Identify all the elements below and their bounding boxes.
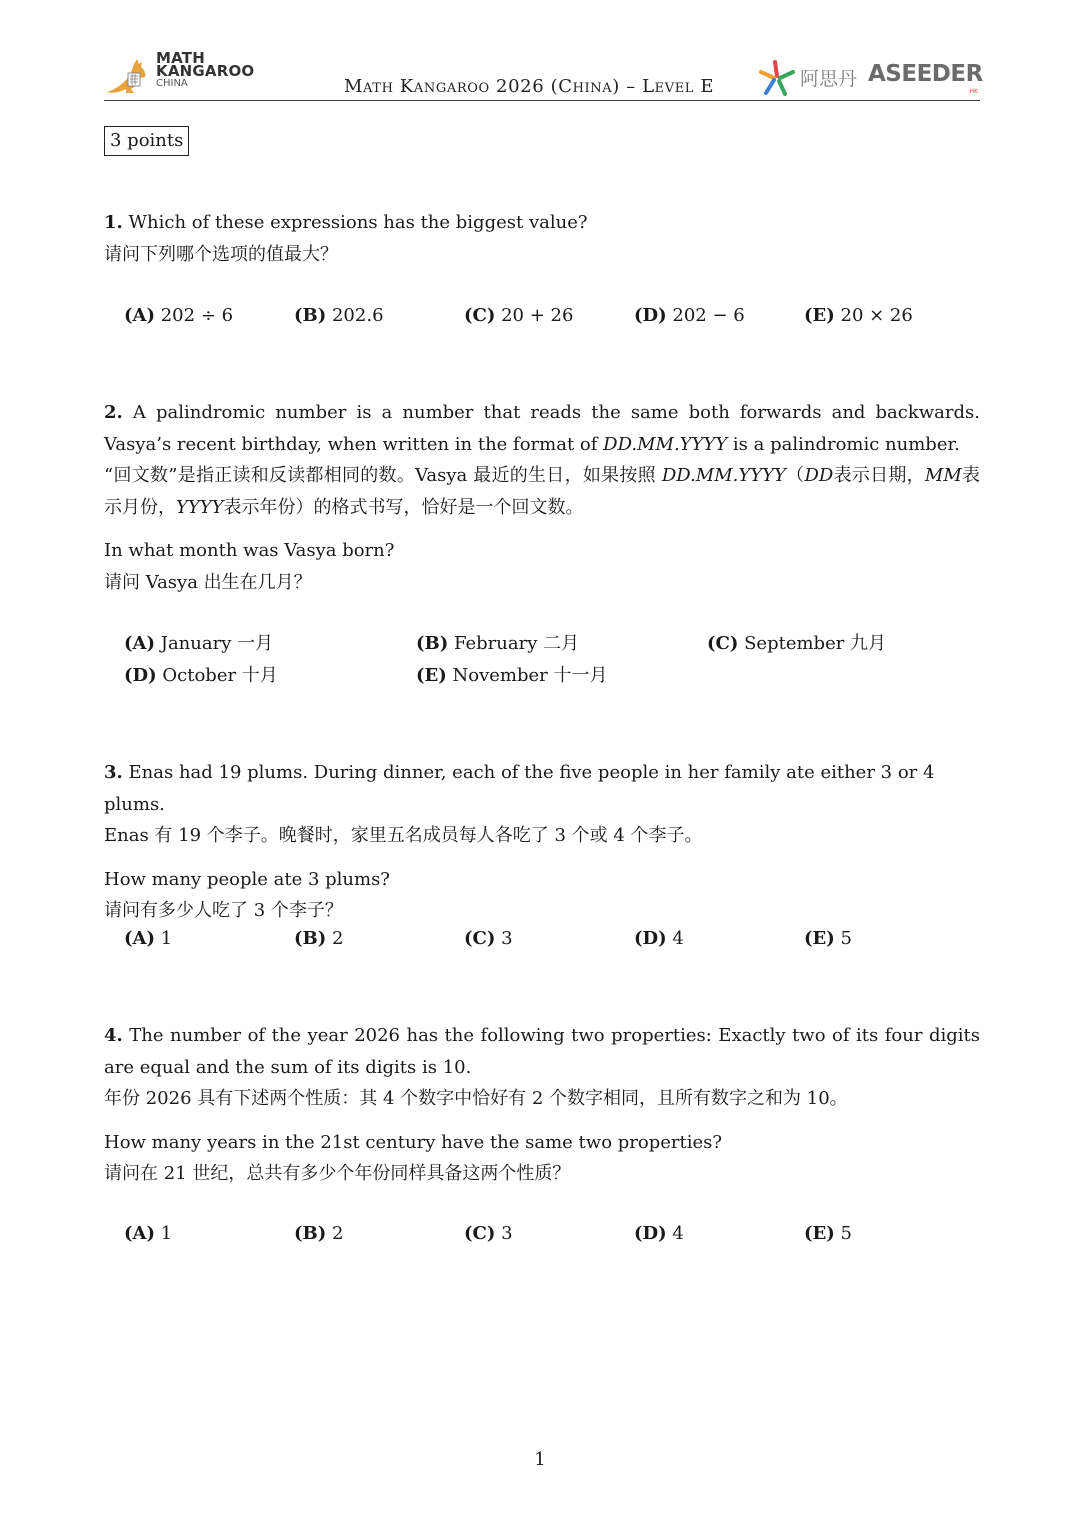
question-1-text-cn: 请问下列哪个选项的值最大？ xyxy=(104,243,338,265)
option-c[interactable]: (C) 3 xyxy=(464,1223,513,1244)
option-c[interactable]: (C) 20 + 26 xyxy=(464,305,574,326)
question-4 xyxy=(104,1020,980,1190)
question-3-ask-en: How many people ate 3 plums? xyxy=(104,868,390,890)
option-d[interactable]: (D) October 十月 xyxy=(124,665,278,686)
points-label: 3 points xyxy=(104,126,189,156)
question-3 xyxy=(104,757,980,927)
question-4-text-en: 4. The number of the year 2026 has the following two properties: Exactly two of its four digits are equal and the sum of its digits is 10. xyxy=(104,1025,980,1078)
aseeder-chinese-name: 阿思丹 xyxy=(800,68,858,90)
aseeder-english-name: ASEEDER xyxy=(868,61,983,87)
logo-wordmark xyxy=(156,49,255,89)
question-1 xyxy=(104,207,980,270)
question-1-text-en: 1. Which of these expressions has the biggest value? xyxy=(104,212,588,233)
aseeder-star-icon xyxy=(758,60,796,96)
question-4-ask-cn: 请问在 21 世纪，总共有多少个年份同样具备这两个性质？ xyxy=(104,1163,571,1184)
option-b[interactable]: (B) 2 xyxy=(294,928,344,949)
option-e[interactable]: (E) 20 × 26 xyxy=(804,305,913,326)
option-a[interactable]: (A) 1 xyxy=(124,1223,173,1244)
math-kangaroo-logo xyxy=(104,49,255,98)
option-d[interactable]: (D) 202 − 6 xyxy=(634,305,745,326)
question-3-text-en: 3. Enas had 19 plums. During dinner, each of the five people in her family ate either 3 or 4 plums. xyxy=(104,762,935,815)
option-d[interactable]: (D) 4 xyxy=(634,1223,684,1244)
option-e[interactable]: (E) 5 xyxy=(804,928,852,949)
option-c[interactable]: (C) September 九月 xyxy=(707,633,887,654)
question-number: 3. xyxy=(104,762,123,783)
option-e[interactable]: (E) 5 xyxy=(804,1223,852,1244)
page-header xyxy=(104,49,983,102)
question-4-text-cn: 年份 2026 具有下述两个性质：其 4 个数字中恰好有 2 个数字相同，且所有数字之和为 10。 xyxy=(104,1088,848,1109)
option-c[interactable]: (C) 3 xyxy=(464,928,513,949)
logo-kangaroo: KANGAROO xyxy=(156,62,255,80)
kangaroo-icon xyxy=(104,56,154,96)
header-divider xyxy=(104,100,980,101)
option-a[interactable]: (A) January 一月 xyxy=(124,633,274,654)
option-b[interactable]: (B) 202.6 xyxy=(294,305,384,326)
question-2-text-cn: “回文数”是指正读和反读都相同的数。Vasya 最近的生日，如果按照 DD.MM.YYYY（DD表示日期，MM表示月份，YYYY表示年份）的格式书写，恰好是一个回文数。 xyxy=(104,465,981,518)
aseeder-hk-tag: HK xyxy=(969,88,978,95)
question-2-text-en: 2. A palindromic number is a number that reads the same both forwards and backwards. Vasya’s recent birthday, when written in the format of DD.MM.YYYY is a palindromic number. xyxy=(104,402,980,455)
option-d[interactable]: (D) 4 xyxy=(634,928,684,949)
option-a[interactable]: (A) 1 xyxy=(124,928,173,949)
question-3-text-cn: Enas 有 19 个李子。晚餐时，家里五名成员每人各吃了 3 个或 4 个李子。 xyxy=(104,825,703,846)
question-2-ask-cn: 请问 Vasya 出生在几月？ xyxy=(104,571,312,593)
page-title: Math Kangaroo 2026 (China) – Level E xyxy=(344,76,715,97)
option-b[interactable]: (B) 2 xyxy=(294,1223,344,1244)
question-2-ask-en: In what month was Vasya born? xyxy=(104,540,395,561)
question-number: 2. xyxy=(104,402,123,423)
logo-china: CHINA xyxy=(156,78,188,89)
question-4-ask-en: How many years in the 21st century have the same two properties? xyxy=(104,1131,723,1153)
option-e[interactable]: (E) November 十一月 xyxy=(416,665,608,686)
question-number: 1. xyxy=(104,212,123,233)
option-b[interactable]: (B) February 二月 xyxy=(416,633,580,654)
logo-math: MATH xyxy=(156,49,205,67)
page-number: 1 xyxy=(534,1449,546,1470)
question-number: 4. xyxy=(104,1025,123,1046)
question-3-ask-cn: 请问有多少人吃了 3 个李子？ xyxy=(104,900,343,921)
option-a[interactable]: (A) 202 ÷ 6 xyxy=(124,305,234,326)
aseeder-logo xyxy=(758,58,983,98)
question-2 xyxy=(104,397,980,598)
